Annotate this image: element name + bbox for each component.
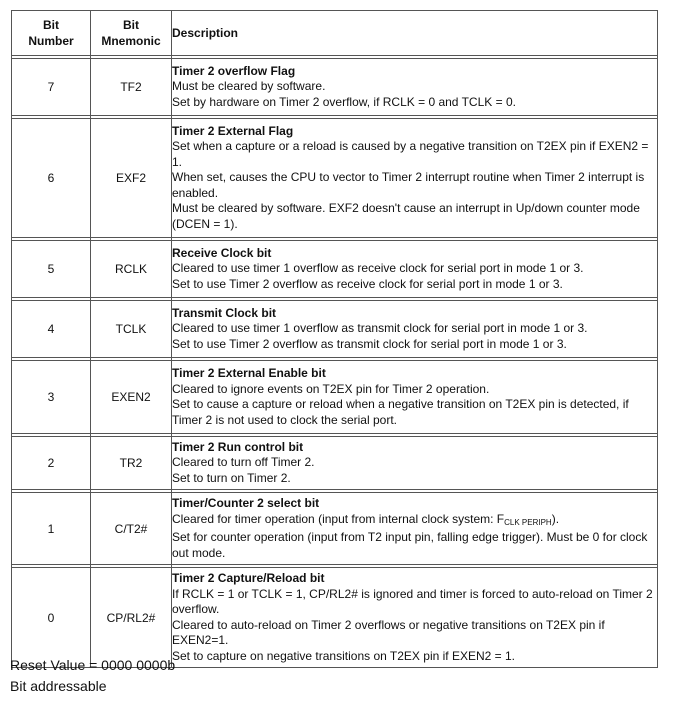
header-row	[12, 11, 658, 56]
description-line: Cleared for timer operation (input from internal clock system: $F_{CLK PERIPH}$).	[172, 511, 560, 527]
bit-description	[172, 437, 658, 490]
description-line: Set when a capture or a reload is caused by a negative transition on T2EX pin if EXEN2 = 1.	[172, 139, 649, 169]
table-row	[12, 59, 658, 116]
description-line: Set to turn on Timer 2.	[172, 470, 291, 485]
table-row	[12, 361, 658, 434]
bit-number: 3	[12, 361, 91, 434]
bit-title: Receive Clock bit	[172, 245, 272, 260]
table-row	[12, 493, 658, 565]
bit-number: 4	[12, 301, 91, 358]
description-line: Must be cleared by software. EXF2 doesn't cause an interrupt in Up/down counter mode (DCEN = 1).	[172, 201, 640, 231]
bit-mnemonic: CP/RL2#	[91, 568, 172, 668]
bit-description	[172, 568, 658, 668]
bit-description	[172, 301, 658, 358]
bit-addressable-note: Bit addressable	[10, 678, 107, 694]
bit-description	[172, 493, 658, 565]
description-line: Set to use Timer 2 overflow as receive clock for serial port in mode 1 or 3.	[172, 276, 563, 291]
description-line: Cleared to ignore events on T2EX pin for Timer 2 operation.	[172, 381, 490, 396]
description-line: When set, causes the CPU to vector to Timer 2 interrupt routine when Timer 2 interrupt is enabled.	[172, 170, 645, 200]
description-line: Set to cause a capture or reload when a negative transition on T2EX pin is detected, if Timer 2 is not used to clock the serial port.	[172, 397, 629, 427]
bit-mnemonic: C/T2#	[91, 493, 172, 565]
bit-title: Timer 2 Run control bit	[172, 439, 304, 454]
bit-description	[172, 119, 658, 238]
bit-title: Timer/Counter 2 select bit	[172, 496, 320, 510]
bit-title: Timer 2 overflow Flag	[172, 63, 296, 78]
bit-title: Timer 2 External Flag	[172, 123, 294, 138]
description-line: Set by hardware on Timer 2 overflow, if RCLK = 0 and TCLK = 0.	[172, 94, 516, 109]
description-line: Cleared to turn off Timer 2.	[172, 455, 315, 470]
header-description: Description	[172, 11, 658, 56]
bit-title: Timer 2 Capture/Reload bit	[172, 571, 325, 585]
bit-description	[172, 241, 658, 298]
bit-mnemonic: TF2	[91, 59, 172, 116]
bit-number: 0	[12, 568, 91, 668]
table-row	[12, 119, 658, 238]
header-bit-mnemonic: Bit Mnemonic	[91, 11, 172, 56]
description-line: Cleared to auto-reload on Timer 2 overflows or negative transitions on T2EX pin if EXEN2=1.	[172, 617, 605, 647]
clock-subscript: CLK PERIPH	[504, 517, 552, 527]
description-line: Cleared to use timer 1 overflow as transmit clock for serial port in mode 1 or 3.	[172, 321, 588, 336]
bit-description	[172, 59, 658, 116]
description-line: Set to use Timer 2 overflow as transmit clock for serial port in mode 1 or 3.	[172, 336, 567, 351]
table-row	[12, 568, 658, 668]
bit-mnemonic: EXEN2	[91, 361, 172, 434]
table-row	[12, 301, 658, 358]
bit-mnemonic: TR2	[91, 437, 172, 490]
bit-number: 2	[12, 437, 91, 490]
bit-number: 7	[12, 59, 91, 116]
description-line: Must be cleared by software.	[172, 79, 326, 94]
table-row	[12, 437, 658, 490]
reset-value-note: Reset Value = 0000 0000b	[10, 657, 176, 673]
bit-mnemonic: TCLK	[91, 301, 172, 358]
description-line: Set to capture on negative transitions on T2EX pin if EXEN2 = 1.	[172, 648, 515, 663]
bit-description	[172, 361, 658, 434]
bit-number: 5	[12, 241, 91, 298]
description-line: If RCLK = 1 or TCLK = 1, CP/RL2# is ignored and timer is forced to auto-reload on Timer 2 overflow.	[172, 586, 653, 616]
register-table	[11, 10, 658, 668]
bit-mnemonic: RCLK	[91, 241, 172, 298]
bit-title: Timer 2 External Enable bit	[172, 366, 326, 380]
bit-number: 1	[12, 493, 91, 565]
table-row	[12, 241, 658, 298]
description-line: Cleared to use timer 1 overflow as receive clock for serial port in mode 1 or 3.	[172, 261, 584, 276]
bit-mnemonic: EXF2	[91, 119, 172, 238]
header-bit-number: Bit Number	[12, 11, 91, 56]
bit-title: Transmit Clock bit	[172, 305, 277, 320]
description-line: Set for counter operation (input from T2 input pin, falling edge trigger). Must be 0 for clock out mode.	[172, 530, 648, 560]
bit-number: 6	[12, 119, 91, 238]
